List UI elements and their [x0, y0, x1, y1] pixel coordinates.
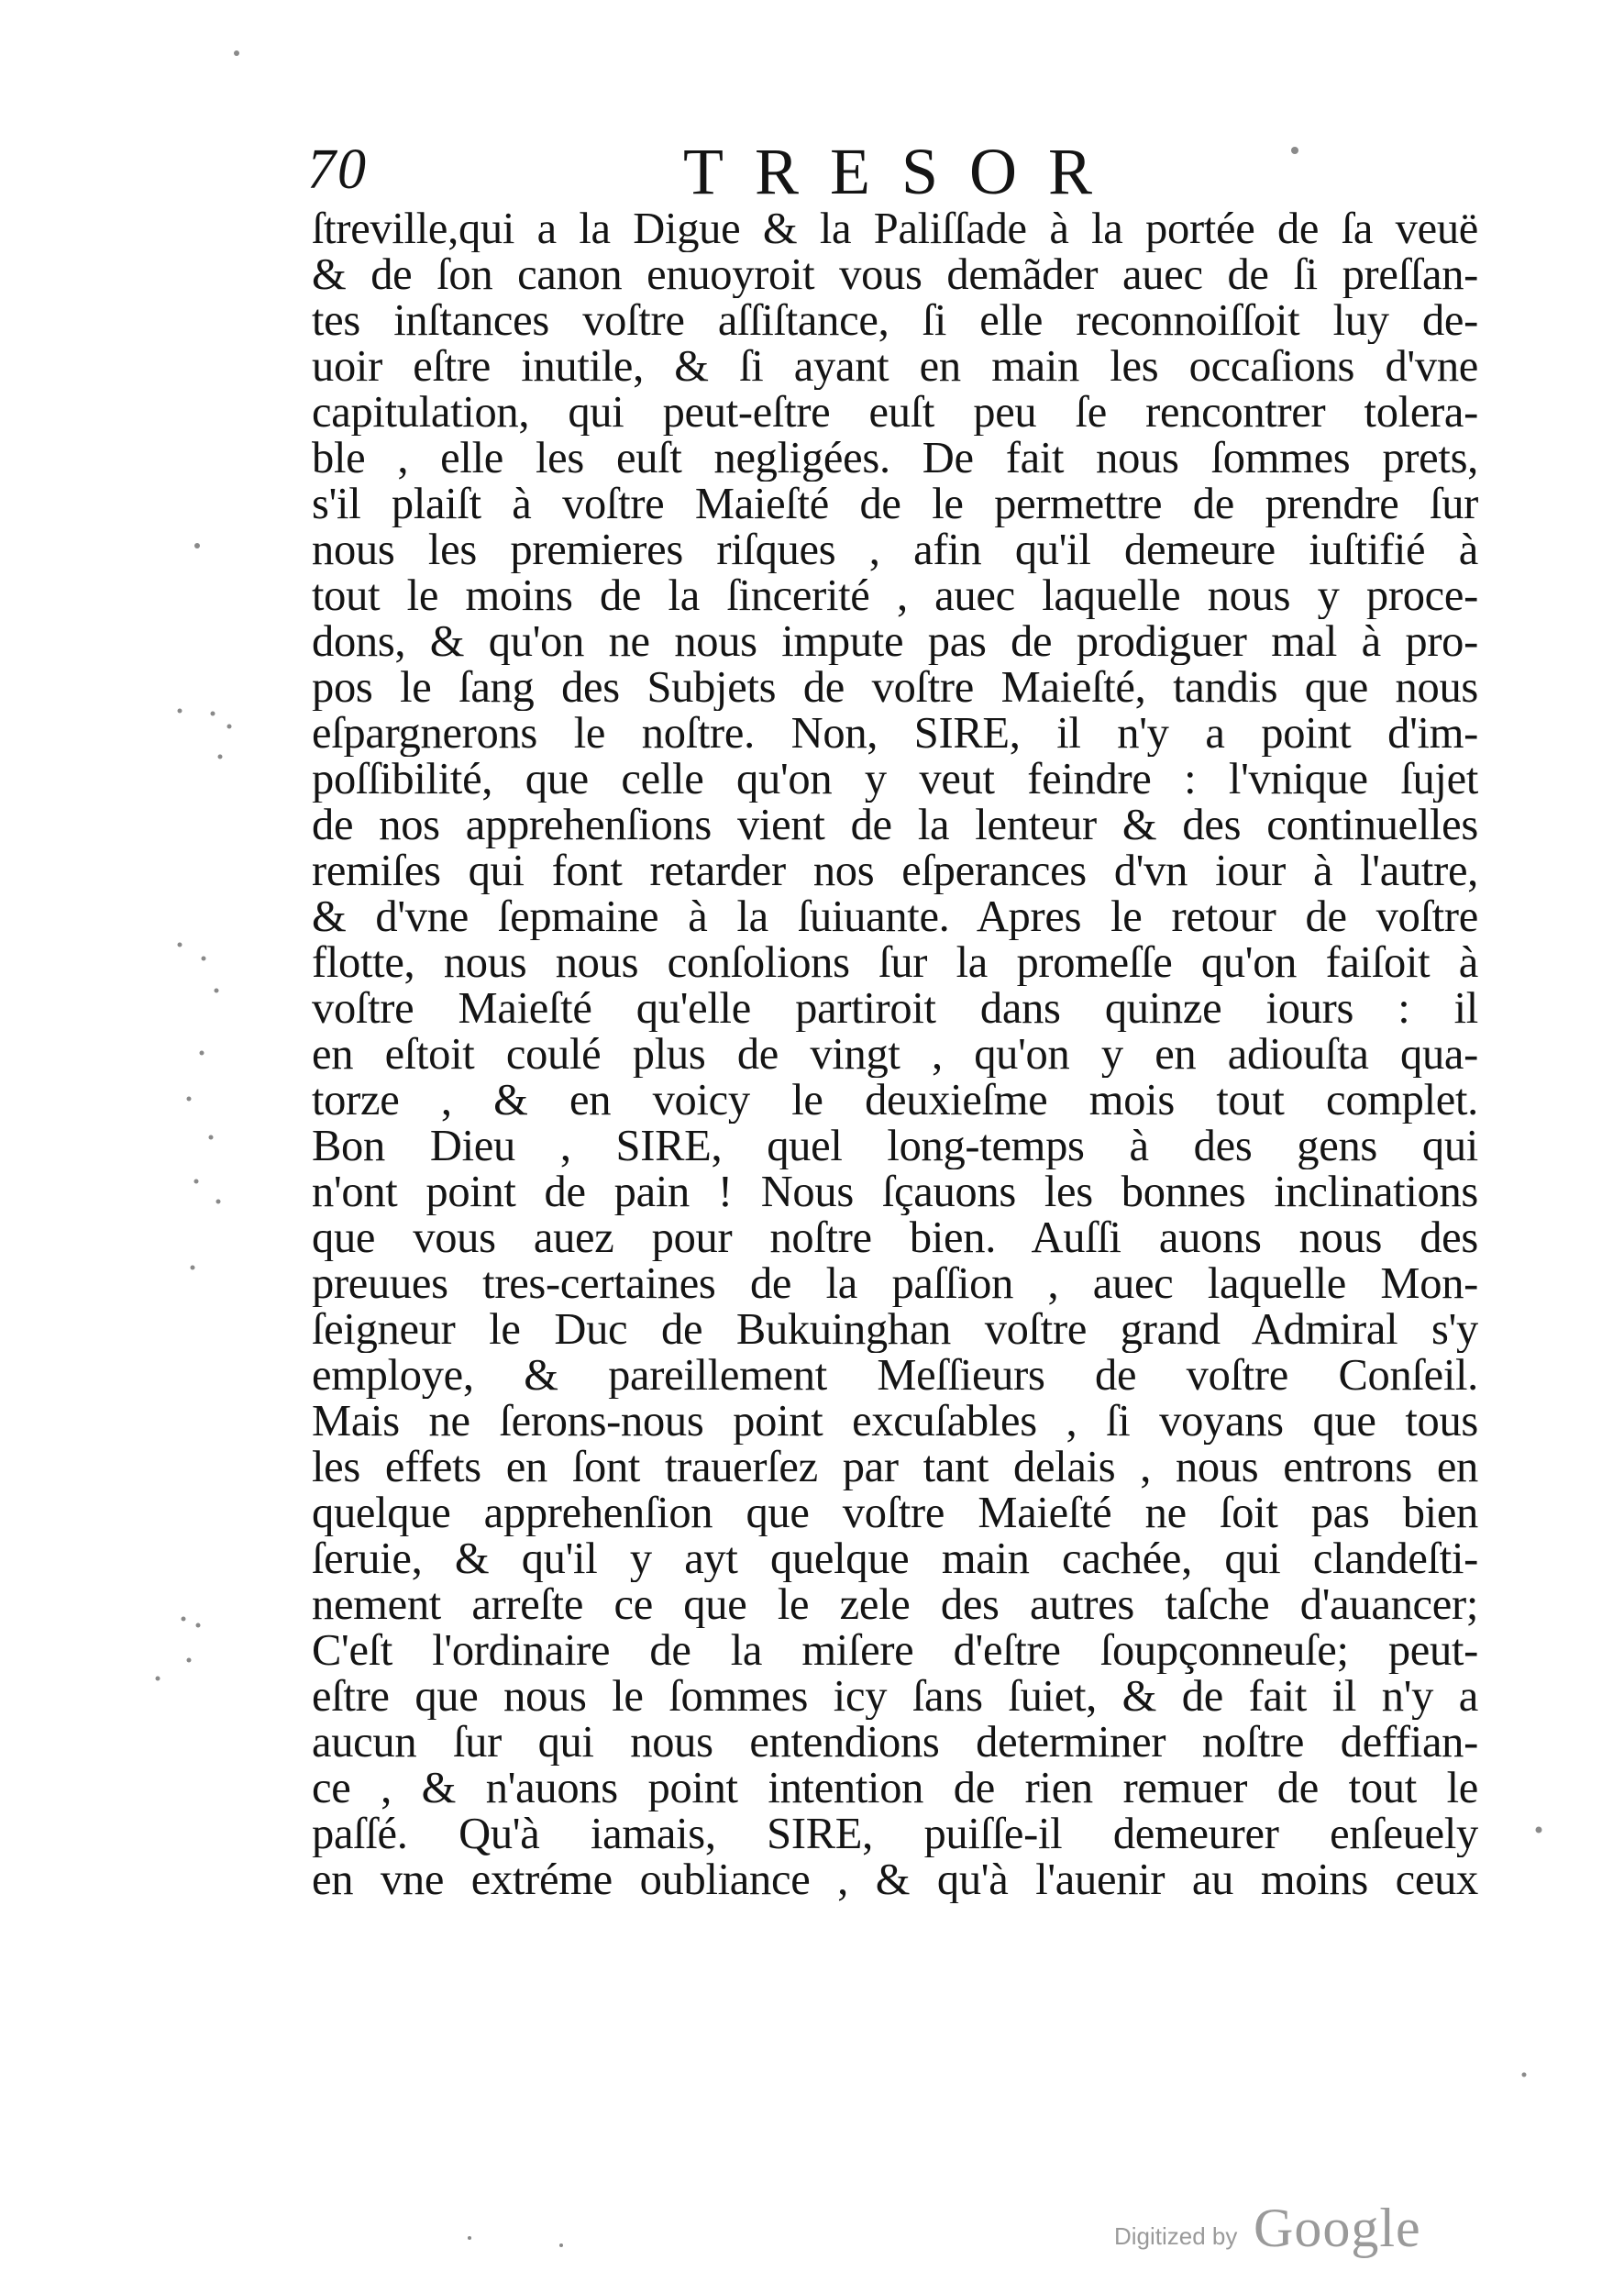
text-line: Mais ne ſerons-nous point excuſables , ſi voyans que tous [312, 1399, 1478, 1445]
text-line: paſſé. Qu'à iamais, SIRE, puiſſe-il demeurer enſeuely [312, 1811, 1478, 1857]
text-line: & d'vne ſepmaine à la ſuiuante. Apres le retour de voſtre [312, 894, 1478, 940]
text-line: & de ſon canon enuoyroit vous demãder auec de ſi preſſan- [312, 252, 1478, 298]
text-line: uoir eſtre inutile, & ſi ayant en main les occaſions d'vne [312, 344, 1478, 390]
text-line: en eſtoit coulé plus de vingt , qu'on y en adiouſta qua- [312, 1032, 1478, 1078]
text-line: eſpargnerons le noſtre. Non, SIRE, il n'y a point d'im- [312, 711, 1478, 757]
text-line: n'ont point de pain ! Nous ſçauons les bonnes inclinations [312, 1169, 1478, 1215]
text-line: ſeruie, & qu'il y ayt quelque main cachée, qui clandeſti- [312, 1536, 1478, 1582]
page-number: 70 [307, 138, 368, 201]
text-line: s'il plaiſt à voſtre Maieſté de le permettre de prendre ſur [312, 482, 1478, 527]
text-line: preuues tres-certaines de la paſſion , auec laquelle Mon- [312, 1261, 1478, 1307]
text-line: torze , & en voicy le deuxieſme mois tout complet. [312, 1078, 1478, 1124]
digitized-by-google-watermark [1114, 2197, 1444, 2261]
text-line: dons, & qu'on ne nous impute pas de prodiguer mal à pro- [312, 619, 1478, 665]
text-line: quelque apprehenſion que voſtre Maieſté ne ſoit pas bien [312, 1490, 1478, 1536]
text-line: tes inſtances voſtre aſſiſtance, ſi elle reconnoiſſoit luy de- [312, 298, 1478, 344]
text-line: ble , elle les euſt negligées. De fait nous ſommes prets, [312, 436, 1478, 482]
text-line: les effets en ſont trauerſez par tant delais , nous entrons en [312, 1445, 1478, 1490]
text-line: C'eſt l'ordinaire de la miſere d'eſtre ſoupçonneuſe; peut- [312, 1628, 1478, 1674]
google-logo-text: Google [1254, 2198, 1421, 2258]
text-line: tout le moins de la ſincerité , auec laquelle nous y proce- [312, 573, 1478, 619]
text-line: pos le ſang des Subjets de voſtre Maieſté, tandis que nous [312, 665, 1478, 711]
text-line: capitulation, qui peut-eſtre euſt peu ſe rencontrer tolera- [312, 390, 1478, 436]
text-line: Bon Dieu , SIRE, quel long-temps à des gens qui [312, 1124, 1478, 1169]
text-line: poſſibilité, que celle qu'on y veut feindre : l'vnique ſujet [312, 757, 1478, 803]
text-line: aucun ſur qui nous entendions determiner noſtre deffian- [312, 1720, 1478, 1766]
text-line: employe, & pareillement Meſſieurs de voſtre Conſeil. [312, 1353, 1478, 1399]
text-line: flotte, nous nous conſolions ſur la promeſſe qu'on faiſoit à [312, 940, 1478, 986]
text-line: de nos apprehenſions vient de la lenteur & des continuelles [312, 803, 1478, 848]
text-line: eſtre que nous le ſommes icy ſans ſuiet, & de fait il n'y a [312, 1674, 1478, 1720]
page-header [307, 135, 1472, 211]
running-title: TRESOR [682, 135, 1124, 208]
text-line: remiſes qui font retarder nos eſperances d'vn iour à l'autre, [312, 848, 1478, 894]
text-line: en vne extréme oubliance , & qu'à l'auenir au moins ceux [312, 1857, 1478, 1903]
text-line: ſeigneur le Duc de Bukuinghan voſtre grand Admiral s'y [312, 1307, 1478, 1353]
text-line: ce , & n'auons point intention de rien remuer de tout le [312, 1766, 1478, 1811]
body-text [312, 206, 1478, 1903]
digitized-by-label: Digitized by [1114, 2222, 1238, 2250]
text-line: nement arreſte ce que le zele des autres taſche d'auancer; [312, 1582, 1478, 1628]
text-line: que vous auez pour noſtre bien. Auſſi auons nous des [312, 1215, 1478, 1261]
text-line: ſtreville,qui a la Digue & la Paliſſade à la portée de ſa veuë [312, 206, 1478, 252]
text-line: nous les premieres riſques , afin qu'il demeure iuſtifié à [312, 527, 1478, 573]
text-line: voſtre Maieſté qu'elle partiroit dans quinze iours : il [312, 986, 1478, 1032]
